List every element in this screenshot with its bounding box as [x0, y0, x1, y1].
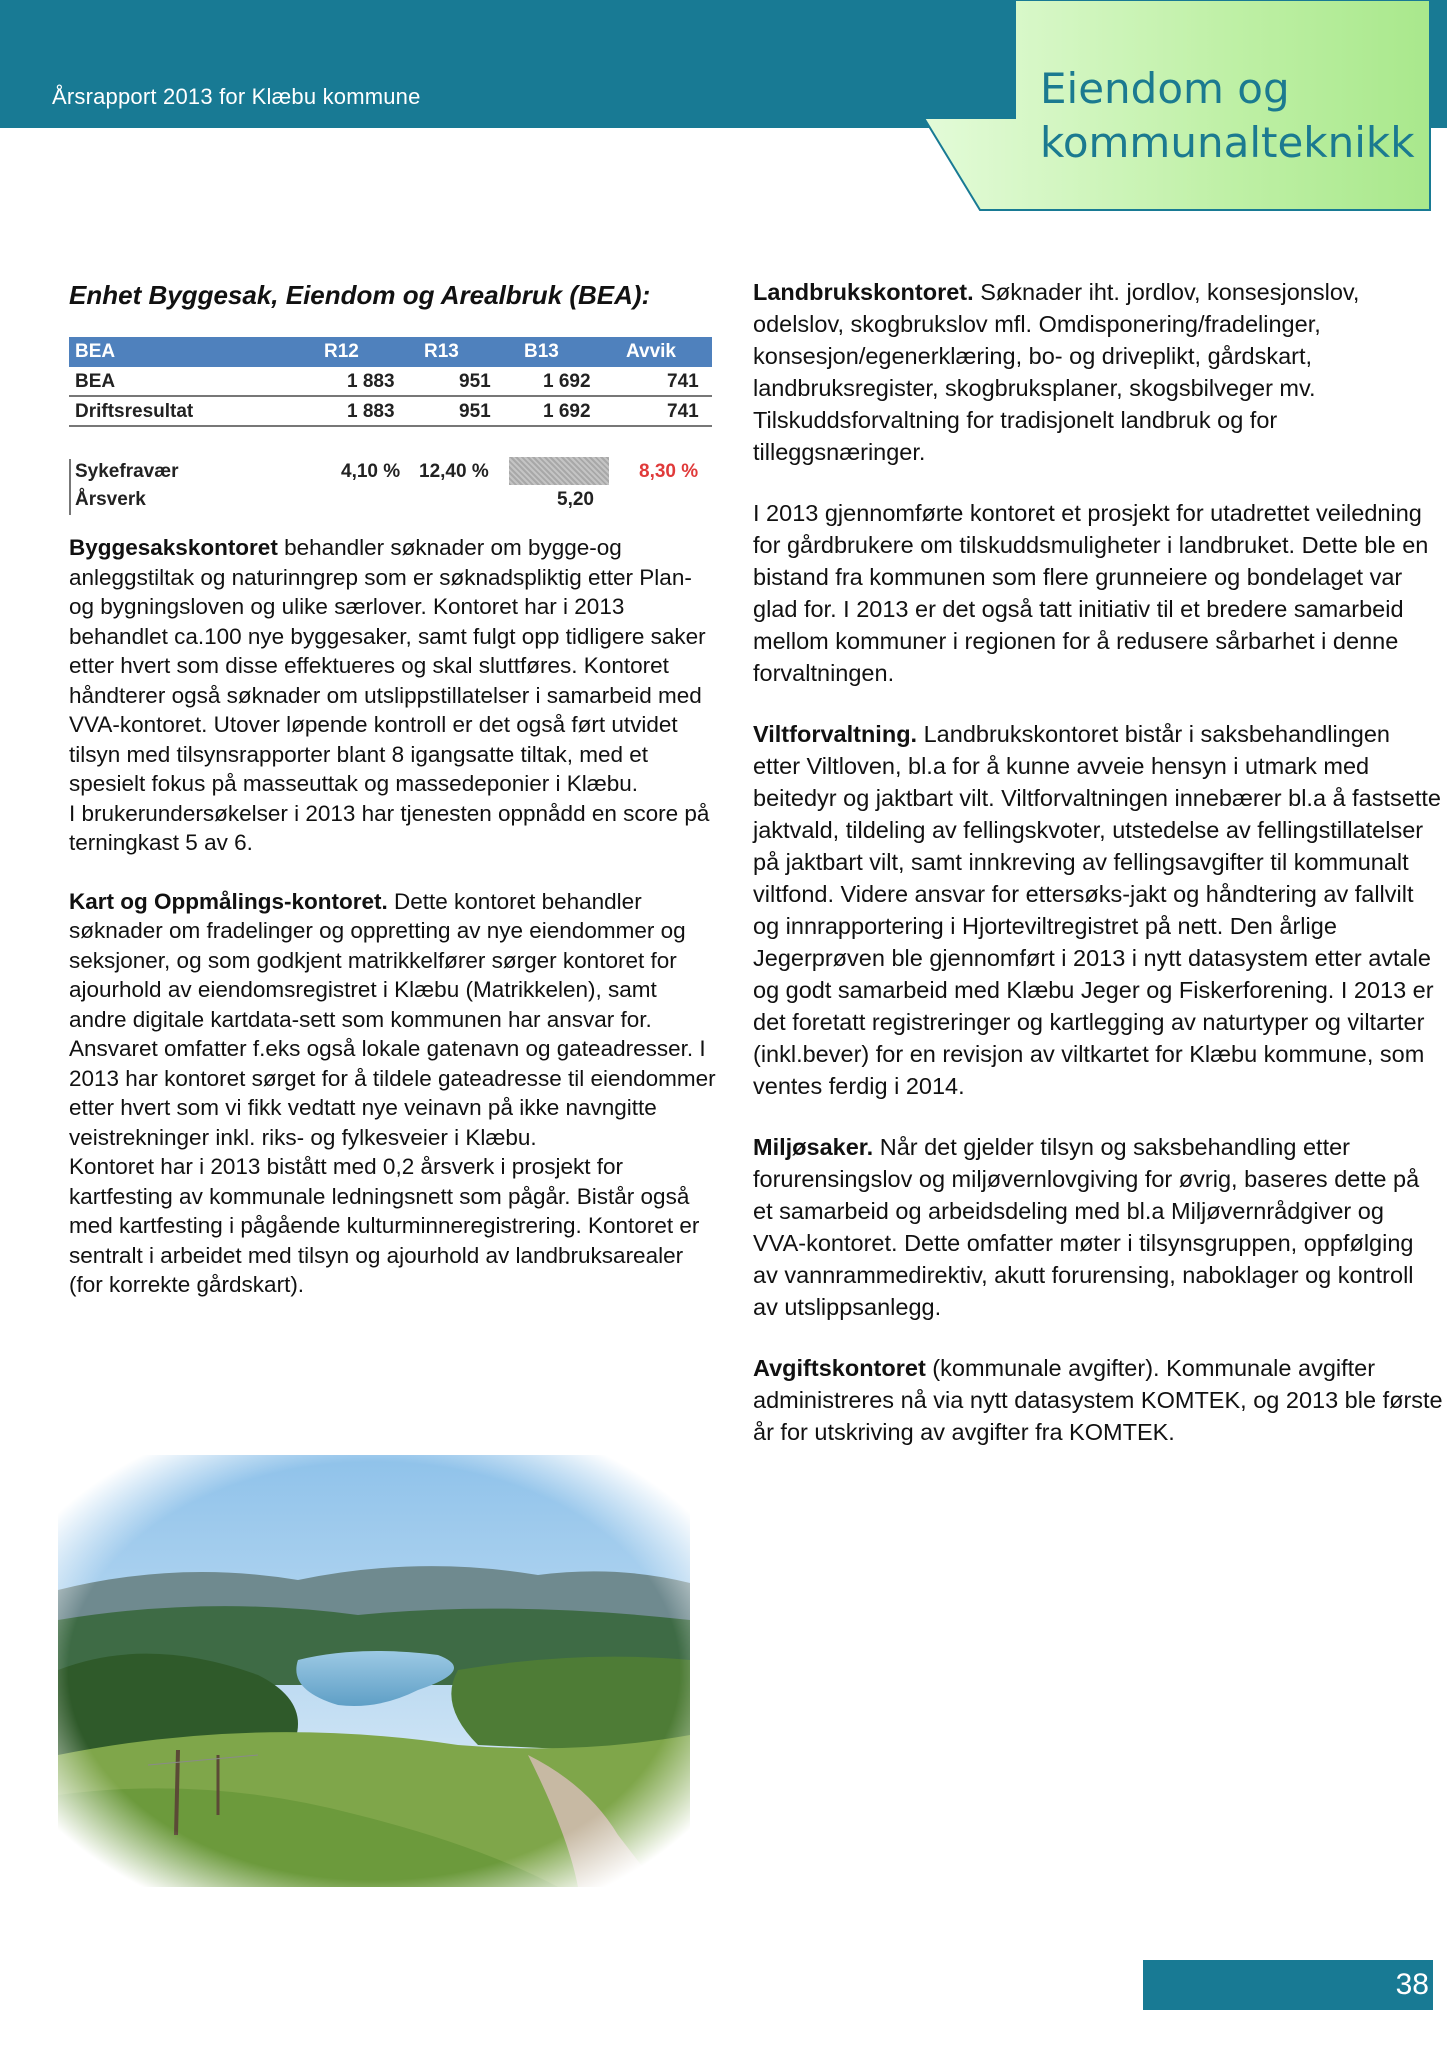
- left-column: [69, 533, 719, 1329]
- table-cell: 1 883: [347, 401, 395, 422]
- bea-table: [69, 337, 712, 515]
- paragraph-text: I brukerundersøkelser i 2013 har tjenesten oppnådd en score på terningkast 5 av 6.: [69, 800, 710, 855]
- table-cell: 741: [667, 401, 699, 422]
- prosjekt-paragraph: I 2013 gjennomførte kontoret et prosjekt for utadrettet veiledning for gårdbrukere om tilskuddsmuligheter i landbruket. Dette ble en bistand fra kommunen som flere grunneiere og bondelaget var glad for. I 2013 er det også tatt initiativ til et bredere samarbeid mellom kommuner i regionen for å redusere sårbarhet i denne forvaltningen.: [753, 500, 1429, 686]
- section-title-line2: kommunalteknikk: [1040, 118, 1415, 167]
- paragraph-text: Når det gjelder tilsyn og saksbehandling etter forurensingslov og miljøvernlovgiving for øvrig, baseres dette på et samarbeid og arbeidsdeling med bl.a Miljøvernrådgiver og VVA-kontoret. Dette omfatter møter i tilsynsgruppen, oppfølging av vannrammedirektiv, akutt forurensing, naboklager og kontroll av utslippsanlegg.: [753, 1134, 1420, 1320]
- avgift-paragraph: [753, 1352, 1443, 1448]
- table-row: [69, 457, 712, 487]
- miljo-paragraph: [753, 1131, 1443, 1323]
- table-header-cell: R13: [424, 341, 459, 362]
- table-header-row: [69, 337, 712, 367]
- table-header-cell: BEA: [75, 341, 116, 362]
- table-row: [69, 367, 712, 397]
- landbruk-paragraph: [753, 276, 1443, 468]
- unit-heading: Enhet Byggesak, Eiendom og Arealbruk (BEA):: [69, 280, 651, 310]
- paragraph-lead: Kart og Oppmålings-kontoret.: [69, 888, 388, 914]
- page-number-box: [1143, 1960, 1433, 2010]
- report-title: Årsrapport 2013 for Klæbu kommune: [52, 84, 421, 109]
- paragraph-lead: Viltforvaltning.: [753, 721, 918, 747]
- table-cell: 12,40 %: [419, 461, 489, 482]
- table-cell: 741: [667, 371, 699, 392]
- kart-paragraph: [69, 887, 719, 1300]
- table-cell: 8,30 %: [639, 461, 699, 482]
- table-cell: Sykefravær: [75, 461, 179, 482]
- table-header-cell: Avvik: [626, 341, 676, 362]
- paragraph-text: Dette kontoret behandler søknader om fradelinger og oppretting av nye eiendommer og seksjoner, og som godkjent matrikkelfører sørger kontoret for ajourhold av eiendomsregistret i Klæbu (Matrikkelen), samt andre digitale kartdata-sett som kommunen har ansvar for. Ansvaret omfatter f.eks også lokale gatenavn og gateadresser. I 2013 har kontoret sørget for å tildele gateadresse til eiendommer etter hvert som vi fikk vedtatt nye veinavn på ikke navngitte veistrekninger inkl. riks- og fylkesveier i Klæbu.: [69, 888, 716, 1150]
- paragraph-text: behandler søknader om bygge-og anleggstiltak og naturinngrep som er søknadspliktig etter Plan- og bygningsloven og ulike særlover. Kontoret har i 2013 behandlet ca.100 nye byggesaker, samt fulgt opp tidligere saker etter hvert som disse effektueres og skal sluttføres. Kontoret håndterer også søknader om utslippstillatelser i samarbeid med VVA-kontoret. Utover løpende kontroll er det også ført utvidet tilsyn med tilsynsrapporter blant 8 igangsatte tiltak, med et spesielt fokus på masseuttak og massedeponier i Klæbu.: [69, 535, 706, 796]
- paragraph-text: Søknader iht. jordlov, konsesjonslov, odelslov, skogbrukslov mfl. Omdisponering/fradelinger, konsesjon/egenerklæring, bo- og driveplikt, gårdskart, landbruksregister, skogbruksplaner, skogsbilveger mv. Tilskuddsforvaltning for tradisjonelt landbruk og for tilleggsnæringer.: [753, 279, 1360, 465]
- paragraph-lead: Landbrukskontoret.: [753, 279, 974, 305]
- table-header-cell: R12: [324, 341, 359, 362]
- page-number: 38: [1395, 1968, 1429, 2001]
- table-row: [69, 485, 712, 515]
- right-column: [753, 276, 1443, 1477]
- section-title: [1040, 62, 1430, 170]
- vilt-paragraph: [753, 718, 1443, 1102]
- table-cell: Driftsresultat: [75, 401, 194, 422]
- section-title-line1: Eiendom og: [1040, 64, 1290, 113]
- table-cell: Årsverk: [75, 489, 146, 510]
- byggesak-paragraph: [69, 533, 719, 858]
- paragraph-lead: Avgiftskontoret: [753, 1355, 926, 1381]
- table-cell: 951: [459, 371, 491, 392]
- paragraph-lead: Miljøsaker.: [753, 1134, 874, 1160]
- table-row: [69, 397, 712, 427]
- paragraph-text: Landbrukskontoret bistår i saksbehandlingen etter Viltloven, bl.a for å kunne avveie hensyn i utmark med beitedyr og jaktbart vilt. Viltforvaltningen innebærer bl.a å fastsette jaktvald, tildeling av fellingskvoter, utstedelse av fellingstillatelser på jaktbart vilt, samt innkreving av fellingsavgifter til kommunalt viltfond. Videre ansvar for ettersøks-jakt og håndtering av fallvilt og innrapportering i Hjorteviltregistret på nett. Den årlige Jegerprøven ble gjennomført i 2013 i nytt datasystem etter avtale og godt samarbeid med Klæbu Jeger og Fiskerforening. I 2013 er det foretatt registreringer og kartlegging av naturtyper og viltarter (inkl.bever) for en revisjon av viltkartet for Klæbu kommune, som ventes ferdig i 2014.: [753, 721, 1441, 1099]
- table-cell: 5,20: [557, 489, 594, 510]
- table-cell: BEA: [75, 371, 116, 392]
- table-cell: 4,10 %: [341, 461, 401, 482]
- table-cell: 1 883: [347, 371, 395, 392]
- paragraph-text: (kommunale avgifter). Kommunale avgifter administreres nå via nytt datasystem KOMTEK, og 2013 ble første år for utskriving av avgifter fra KOMTEK.: [753, 1355, 1443, 1445]
- table-cell: 951: [459, 401, 491, 422]
- table-cell: 1 692: [543, 401, 591, 422]
- landscape-photo: [58, 1455, 690, 1887]
- paragraph-text: Kontoret har i 2013 bistått med 0,2 årsverk i prosjekt for kartfesting av kommunale ledningsnett som pågår. Bistår også med kartfesting i pågående kulturminneregistrering. Kontoret er sentralt i arbeidet med tilsyn og ajourhold av landbruksarealer (for korrekte gårdskart).: [69, 1154, 700, 1297]
- table-header-cell: B13: [524, 341, 559, 362]
- table-cell: 1 692: [543, 371, 591, 392]
- paragraph-lead: Byggesakskontoret: [69, 535, 278, 560]
